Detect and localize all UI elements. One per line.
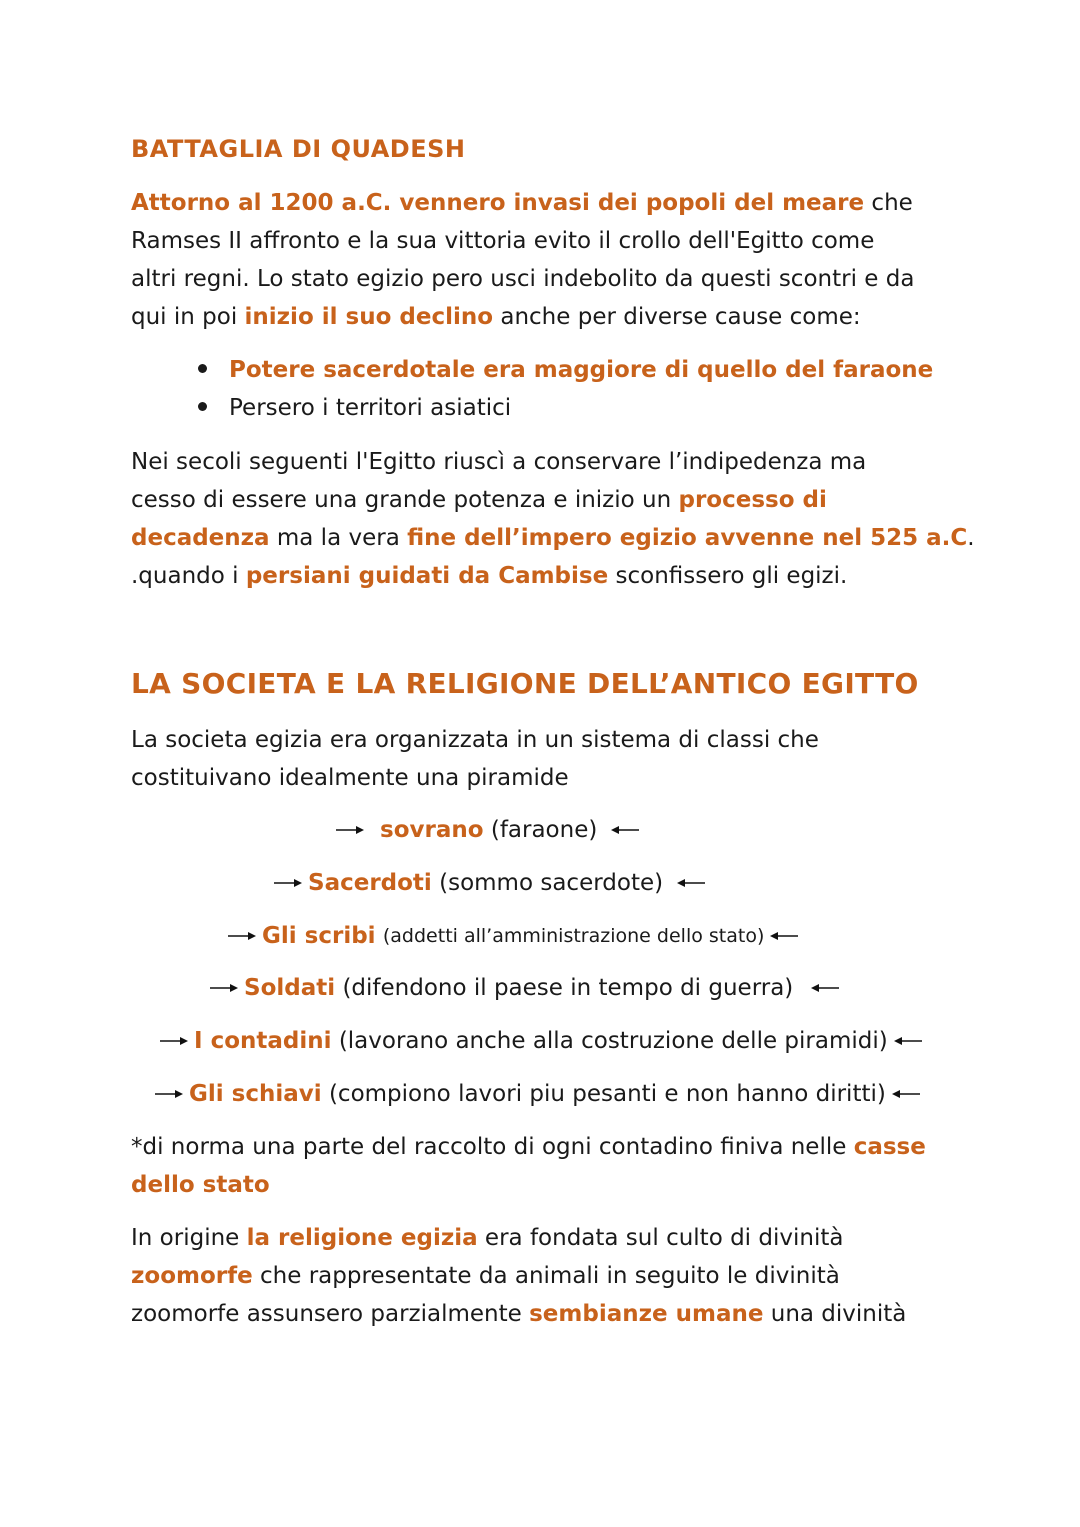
highlight-text: sembianze umane bbox=[529, 1301, 764, 1327]
bullet-dot-icon bbox=[198, 402, 207, 411]
highlight-text: inizio il suo declino bbox=[244, 304, 494, 330]
pyramid-class-desc: (faraone) bbox=[490, 817, 598, 843]
paragraph-line bbox=[131, 485, 827, 515]
arrow-left-icon bbox=[809, 981, 841, 995]
body-text: In origine bbox=[131, 1225, 247, 1251]
pyramid-row bbox=[334, 815, 641, 845]
body-text: sconfissero gli egizi. bbox=[608, 563, 848, 589]
arrow-right-icon bbox=[208, 981, 240, 995]
arrow-right-icon bbox=[226, 929, 258, 943]
bullet-text: Persero i territori asiatici bbox=[229, 395, 512, 421]
bullet-item bbox=[198, 393, 511, 423]
pyramid-class-name: Soldati bbox=[244, 975, 336, 1001]
paragraph-line: La societa egizia era organizzata in un sistema di classi che bbox=[131, 727, 819, 753]
arrow-left-icon bbox=[890, 1087, 922, 1101]
arrow-right-icon bbox=[158, 1034, 190, 1048]
arrow-right-icon bbox=[334, 823, 366, 837]
pyramid-class-desc: (addetti all’amministrazione dello stato) bbox=[382, 925, 765, 947]
paragraph-line bbox=[131, 561, 847, 591]
bullet-item bbox=[198, 355, 933, 385]
body-text: che rappresentate da animali in seguito le divinità bbox=[252, 1263, 840, 1289]
bullet-text: Potere sacerdotale era maggiore di quello del faraone bbox=[229, 357, 934, 383]
arrow-left-icon bbox=[892, 1034, 924, 1048]
paragraph-line bbox=[131, 1299, 906, 1329]
highlight-text: fine dell’impero egizio avvenne nel 525 a.C bbox=[407, 525, 968, 551]
paragraph-line: Ramses II affronto e la sua vittoria evito il crollo dell'Egitto come bbox=[131, 228, 875, 254]
bullet-dot-icon bbox=[198, 364, 207, 373]
pyramid-row bbox=[226, 921, 800, 951]
pyramid-class-name: Gli schiavi bbox=[189, 1081, 322, 1107]
pyramid-row bbox=[208, 973, 841, 1003]
pyramid-class-name: Sacerdoti bbox=[308, 870, 432, 896]
arrow-left-icon bbox=[768, 929, 800, 943]
body-text: zoomorfe assunsero parzialmente bbox=[131, 1301, 530, 1327]
paragraph-line bbox=[131, 1261, 840, 1291]
paragraph-line: altri regni. Lo stato egizio pero usci indebolito da questi scontri e da bbox=[131, 266, 915, 292]
highlight-text: processo di bbox=[678, 487, 827, 513]
paragraph-line: costituivano idealmente una piramide bbox=[131, 765, 569, 791]
pyramid-class-desc: (lavorano anche alla costruzione delle piramidi) bbox=[338, 1028, 888, 1054]
paragraph-line bbox=[131, 523, 975, 553]
pyramid-row bbox=[272, 868, 707, 898]
highlight-text: Attorno al 1200 a.C. vennero invasi dei popoli del meare bbox=[131, 190, 865, 216]
pyramid-row bbox=[158, 1026, 924, 1056]
highlight-text: persiani guidati da Cambise bbox=[245, 563, 609, 589]
body-text: cesso di essere una grande potenza e inizio un bbox=[131, 487, 679, 513]
body-text: una divinità bbox=[763, 1301, 907, 1327]
paragraph-line bbox=[131, 1223, 843, 1253]
body-text: anche per diverse cause come: bbox=[493, 304, 861, 330]
highlight-text: decadenza bbox=[131, 525, 270, 551]
arrow-right-icon bbox=[153, 1087, 185, 1101]
pyramid-class-name: Gli scribi bbox=[262, 923, 376, 949]
highlight-text: zoomorfe bbox=[131, 1263, 253, 1289]
pyramid-class-desc: (compiono lavori piu pesanti e non hanno diritti) bbox=[328, 1081, 886, 1107]
paragraph-line bbox=[131, 1170, 270, 1200]
arrow-right-icon bbox=[272, 876, 304, 890]
pyramid-row bbox=[153, 1079, 922, 1109]
highlight-text: dello stato bbox=[131, 1172, 270, 1198]
body-text: qui in poi bbox=[131, 304, 245, 330]
paragraph-line bbox=[131, 302, 861, 332]
pyramid-class-name: I contadini bbox=[194, 1028, 332, 1054]
body-text: ma la vera bbox=[269, 525, 408, 551]
highlight-text: la religione egizia bbox=[246, 1225, 478, 1251]
body-text: *di norma una parte del raccolto di ogni contadino finiva nelle bbox=[131, 1134, 854, 1160]
paragraph-line: Nei secoli seguenti l'Egitto riuscì a conservare l’indipedenza ma bbox=[131, 449, 867, 475]
arrow-left-icon bbox=[609, 823, 641, 837]
paragraph-line bbox=[131, 188, 913, 218]
paragraph-line bbox=[131, 1132, 926, 1162]
body-text: che bbox=[864, 190, 913, 216]
pyramid-class-desc: (sommo sacerdote) bbox=[439, 870, 664, 896]
section-title-battaglia: BATTAGLIA DI QUADESH bbox=[131, 135, 466, 163]
section-title-societa: LA SOCIETA E LA RELIGIONE DELL’ANTICO EGITTO bbox=[131, 667, 919, 700]
body-text: .quando i bbox=[131, 563, 246, 589]
pyramid-class-desc: (difendono il paese in tempo di guerra) bbox=[342, 975, 794, 1001]
arrow-left-icon bbox=[675, 876, 707, 890]
body-text: . bbox=[967, 525, 975, 551]
highlight-text: casse bbox=[853, 1134, 926, 1160]
body-text: era fondata sul culto di divinità bbox=[477, 1225, 844, 1251]
pyramid-class-name: sovrano bbox=[380, 817, 484, 843]
